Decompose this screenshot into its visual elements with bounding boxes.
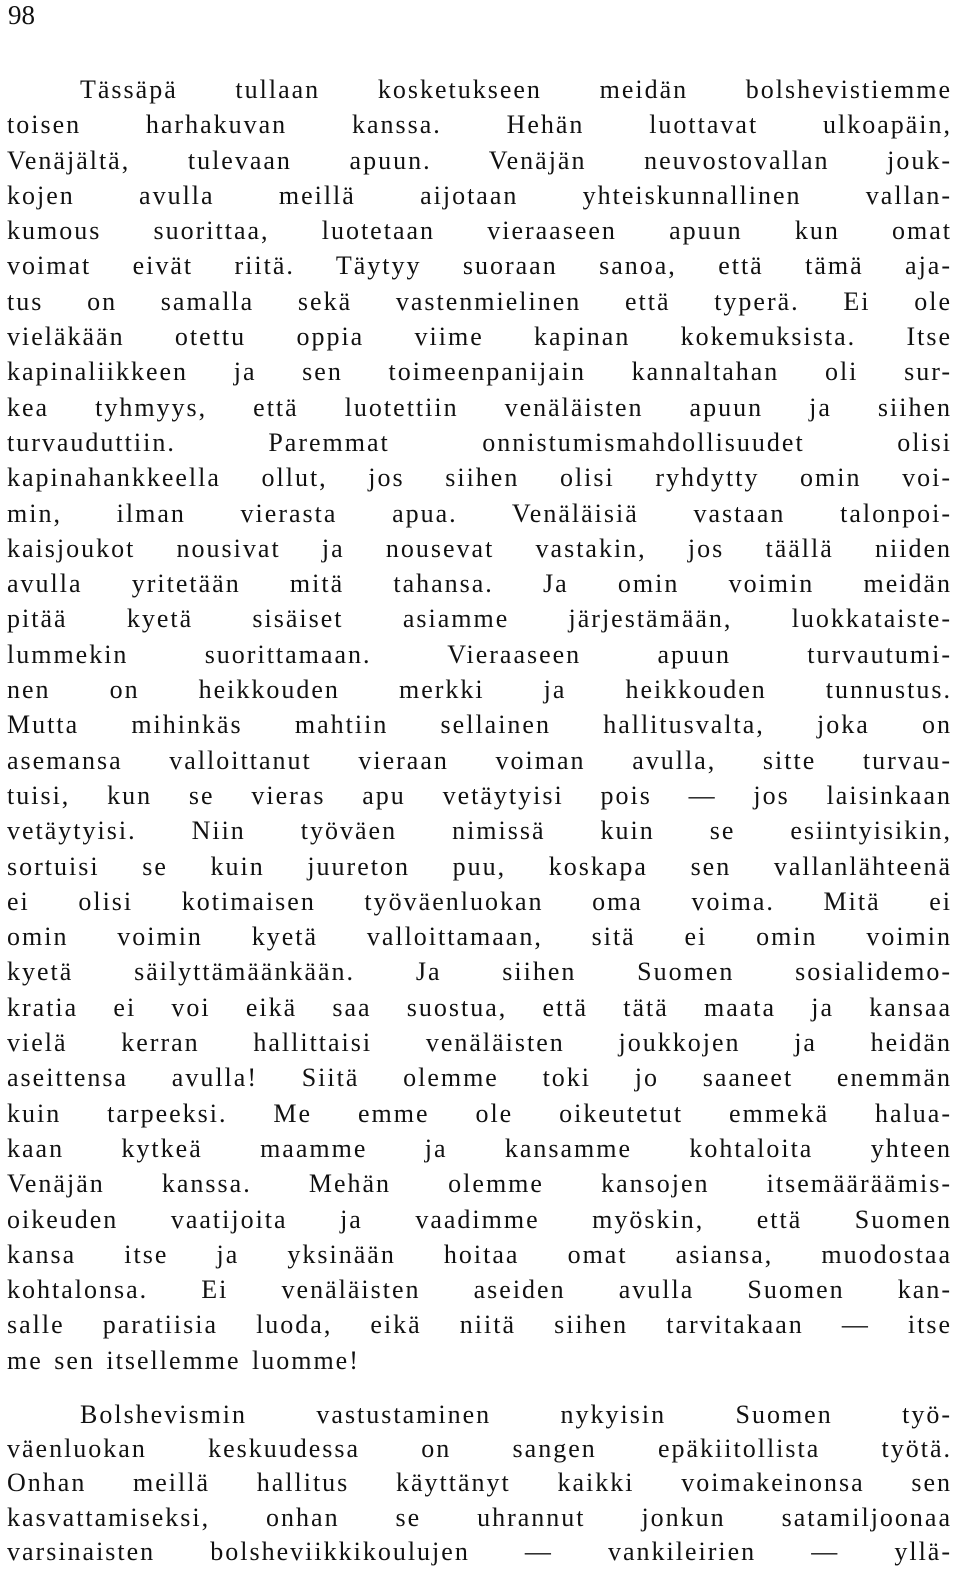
text-line: oikeuden vaatijoita ja vaadimme myöskin, että Suomen [7,1204,952,1234]
text-line: voimat eivät riitä. Täytyy suoraan sanoa, että tämä aja- [7,251,952,281]
text-line: kansa itse ja yksinään hoitaa omat asiansa, muodostaa [7,1239,952,1269]
text-line: Mutta mihinkäs mahtiin sellainen hallitusvalta, joka on [7,710,952,740]
text-line: kasvattamiseksi, onhan se uhrannut jonkun satamiljoonaa [7,1502,952,1532]
text-line: ei olisi kotimaisen työväenluokan oma voima. Mitä ei [7,886,952,916]
text-line: Venäjältä, tulevaan apuun. Venäjän neuvostovallan jouk- [7,145,952,175]
text-line: vetäytyisi. Niin työväen nimissä kuin se esiintyisikin, [7,816,952,846]
text-line: kapinaliikkeen ja sen toimeenpanijain kannaltahan oli sur- [7,357,952,387]
text-line: omin voimin kyetä valloittamaan, sitä ei omin voimin [7,922,952,952]
text-line: turvauduttiin. Paremmat onnistumismahdollisuudet olisi [7,427,952,457]
text-line: me sen itsellemme luomme! [7,1345,360,1375]
text-line: Venäjän kanssa. Mehän olemme kansojen itsemääräämis- [7,1169,952,1199]
text-line: lummekin suorittamaan. Vieraaseen apuun turvautumi- [7,639,952,669]
text-line: tuisi, kun se vieras apu vetäytyisi pois — jos laisinkaan [7,780,952,810]
text-line: kea tyhmyys, että luotettiin venäläisten apuun ja siihen [7,392,952,422]
text-line: salle paratiisia luoda, eikä niitä siihen tarvitakaan — itse [7,1310,952,1340]
text-line: Tässäpä tullaan kosketukseen meidän bolshevistiemme [80,75,952,104]
text-line: toisen harhakuvan kanssa. Hehän luottavat ulkoapäin, [7,110,952,140]
text-line: kratia ei voi eikä saa suostua, että tätä maata ja kansaa [7,992,952,1022]
text-line: vielä kerran hallittaisi venäläisten joukkojen ja heidän [7,1028,952,1058]
text-line: nen on heikkouden merkki ja heikkouden tunnustus. [7,675,952,705]
text-line: sortuisi se kuin juureton puu, koskapa sen vallanlähteenä [7,851,952,881]
text-line: aseittensa avulla! Siitä olemme toki jo saaneet enemmän [7,1063,952,1093]
text-line: asemansa valloittanut vieraan voiman avulla, sitte turvau- [7,745,952,775]
text-line: tus on samalla sekä vastenmielinen että typerä. Ei ole [7,286,952,316]
text-line: kapinahankkeella ollut, jos siihen olisi ryhdytty omin voi- [7,463,952,493]
text-line: kohtalonsa. Ei venäläisten aseiden avulla Suomen kan- [7,1275,952,1305]
text-line: Onhan meillä hallitus käyttänyt kaikki voimakeinonsa sen [7,1468,952,1498]
paragraph-1 [7,72,952,1378]
text-line: varsinaisten bolsheviikkikoulujen — vankileirien — yllä- [7,1536,952,1566]
text-line: min, ilman vierasta apua. Venäläisiä vastaan talonpoi- [7,498,952,528]
page-number: 98 [8,0,35,30]
paragraph-2 [7,1398,952,1569]
text-line: kyetä säilyttämäänkään. Ja siihen Suomen sosialidemo- [7,957,952,987]
text-line: vieläkään otettu oppia viime kapinan kokemuksista. Itse [7,322,952,352]
text-line: kaisjoukot nousivat ja nousevat vastakin, jos täällä niiden [7,533,952,563]
text-line: Bolshevismin vastustaminen nykyisin Suomen työ- [80,1400,952,1429]
text-line: pitää kyetä sisäiset asiamme järjestämään, luokkataiste- [7,604,952,634]
text-line: väenluokan keskuudessa on sangen epäkiitollista työtä. [7,1434,952,1464]
text-line: kojen avulla meillä aijotaan yhteiskunnallinen vallan- [7,180,952,210]
text-line: kumous suorittaa, luotetaan vieraaseen apuun kun omat [7,216,952,246]
text-line: kuin tarpeeksi. Me emme ole oikeutetut emmekä halua- [7,1098,952,1128]
text-line: avulla yritetään mitä tahansa. Ja omin voimin meidän [7,569,952,599]
text-line: kaan kytkeä maamme ja kansamme kohtaloita yhteen [7,1133,952,1163]
